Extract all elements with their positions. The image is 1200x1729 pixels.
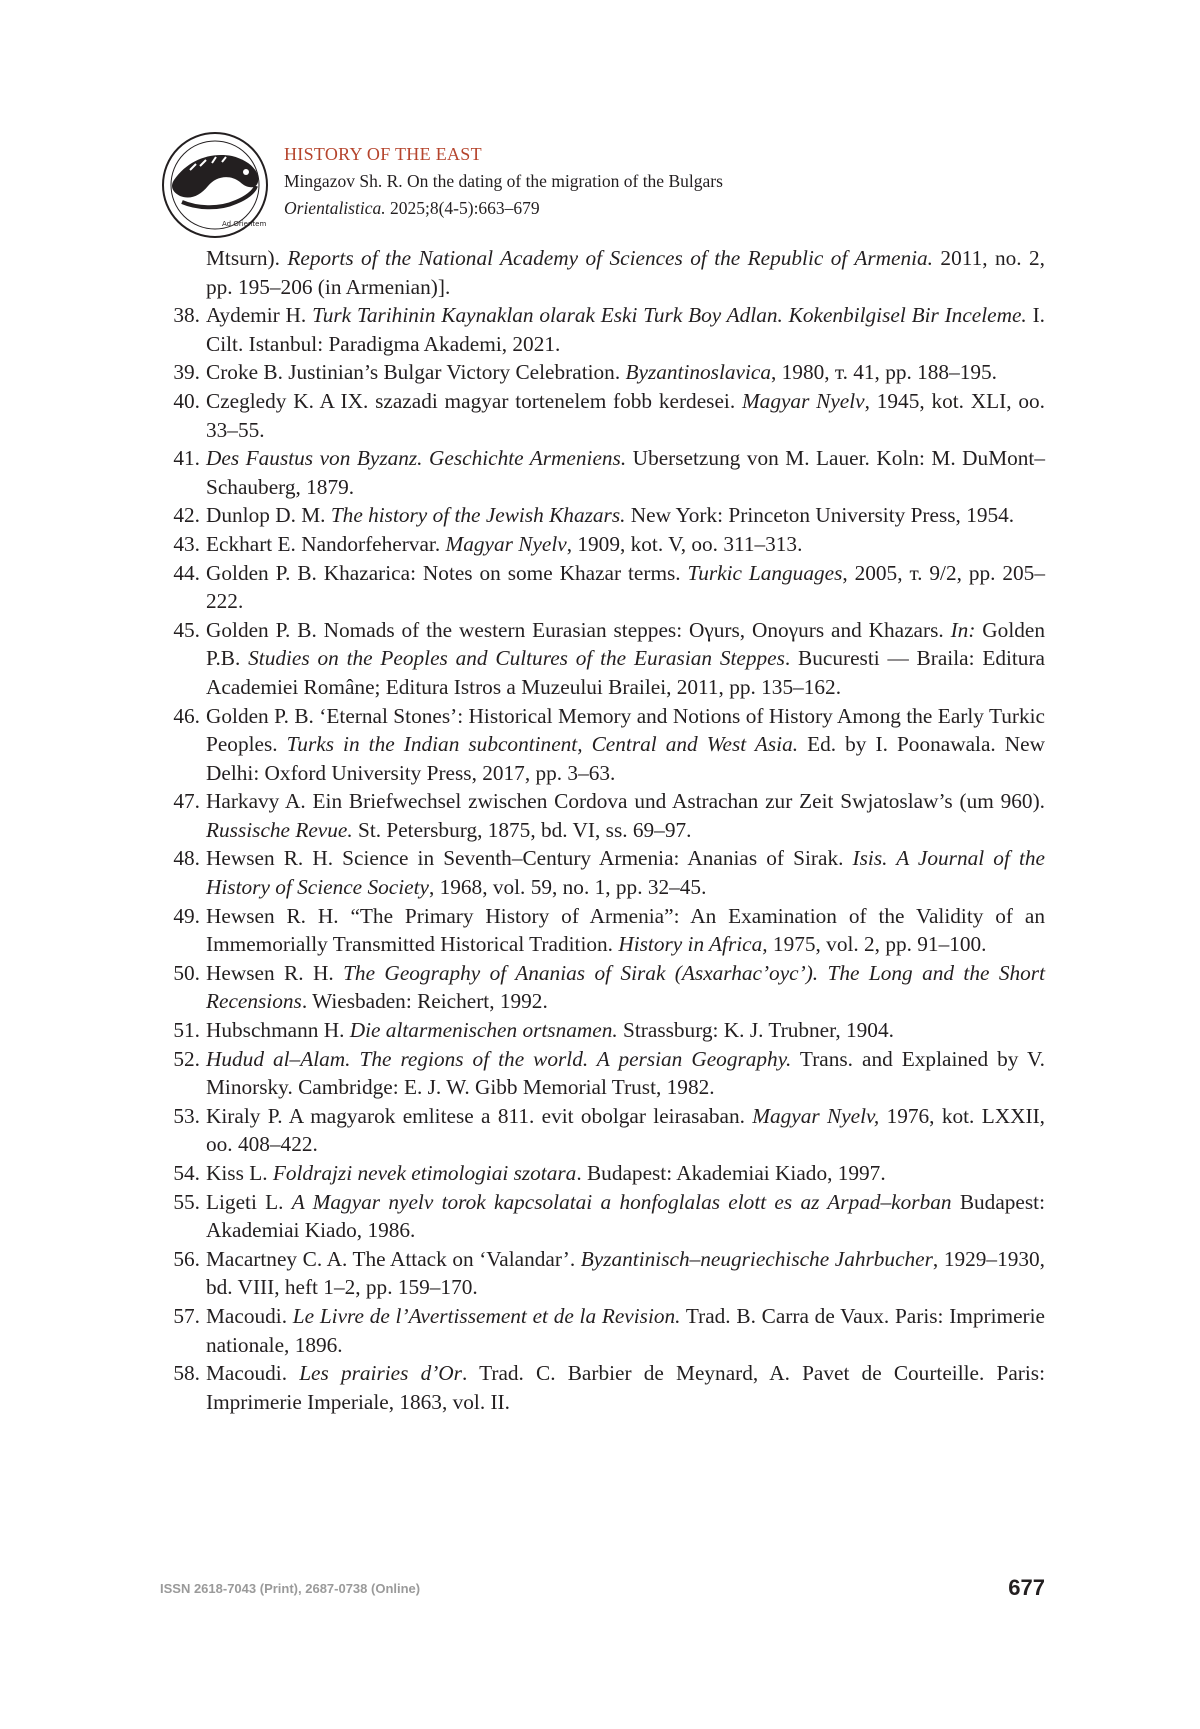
reference-number: 38.: [173, 303, 200, 328]
reference-item: [160, 530, 1045, 559]
reference-item: [160, 616, 1045, 702]
citation-line: [284, 198, 723, 219]
reference-text: Eckhart E. Nandorfehervar.: [206, 531, 446, 556]
journal-logo-icon: [160, 130, 270, 240]
reference-italic-text: Die altarmenischen ortsnamen.: [349, 1018, 618, 1043]
reference-text: Budapest: Akademiai Kiado, 1986.: [206, 1189, 1045, 1243]
reference-text: Ed. by I. Poonawala. New Delhi: Oxford University Press, 2017, pp. 3–63.: [206, 732, 1045, 785]
reference-text: Ubersetzung von M. Lauer. Koln: M. DuMont–Schauberg, 1879.: [206, 446, 1045, 499]
reference-number: 55.: [173, 1189, 200, 1214]
reference-item: [160, 1045, 1045, 1102]
page-footer: [160, 1575, 1045, 1605]
reference-text: . Trad. C. Barbier de Meynard, A. Pavet de Courteille. Paris: Imprimerie Imperiale, 1863, vol. II.: [206, 1361, 1045, 1414]
reference-text: Croke B. Justinian’s Bulgar Victory Celebration.: [206, 360, 626, 385]
reference-text: Golden P. B. Nomads of the western Eurasian steppes: Oγurs, Onoγurs and Khazars.: [206, 617, 951, 642]
reference-text: New York: Princeton University Press, 1954.: [625, 503, 1015, 528]
page-header: [160, 130, 1060, 240]
reference-item: [160, 387, 1045, 444]
reference-italic-text: Magyar Nyelv: [741, 388, 865, 413]
reference-text: Trad. B. Carra de Vaux. Paris: Imprimerie nationale, 1896.: [206, 1303, 1045, 1357]
reference-text: Ligeti L.: [206, 1189, 292, 1214]
logo-text: Ad Orientem: [222, 220, 267, 228]
reference-italic-text: Studies on the Peoples and Cultures of the Eurasian Steppes: [248, 646, 785, 671]
reference-number: 51.: [173, 1018, 200, 1043]
reference-italic-text: Turks in the Indian subcontinent, Central and West Asia.: [286, 732, 799, 757]
reference-text: Aydemir H.: [206, 303, 313, 328]
reference-item: [160, 959, 1045, 1016]
reference-italic-text: Hudud al–Alam. The regions of the world. A persian Geography.: [206, 1046, 792, 1071]
reference-text: Macoudi.: [206, 1361, 300, 1386]
reference-italic-text: A Magyar nyelv torok kapcsolatai a honfoglalas elott es az Arpad–korban: [291, 1189, 952, 1214]
reference-item: [160, 1359, 1045, 1416]
reference-italic-text: Le Livre de l’Avertissement et de la Revision.: [292, 1303, 681, 1328]
reference-italic-text: In:: [950, 617, 976, 642]
reference-text: Hewsen R. H. Science in Seventh–Century Armenia: Ananias of Sirak.: [206, 846, 853, 871]
reference-number: 48.: [173, 846, 200, 871]
reference-italic-text: History in Africa,: [618, 932, 768, 957]
reference-number: 46.: [173, 703, 200, 728]
reference-text: 1976, kot. LXXII, oo. 408–422.: [206, 1103, 1045, 1157]
reference-number: 43.: [173, 531, 200, 556]
reference-text: Czegledy K. A IX. szazadi magyar tortenelem fobb kerdesei.: [206, 388, 742, 413]
reference-item: [160, 1016, 1045, 1045]
reference-list: [160, 244, 1045, 1416]
reference-item: [160, 1302, 1045, 1359]
reference-text: Golden P. B. Khazarica: Notes on some Khazar terms.: [206, 560, 688, 585]
reference-number: 41.: [173, 446, 200, 471]
reference-item: [160, 244, 1045, 301]
reference-italic-text: Magyar Nyelv: [445, 531, 567, 556]
reference-text: . Wiesbaden: Reichert, 1992.: [301, 989, 548, 1014]
reference-number: 53.: [173, 1103, 200, 1128]
reference-italic-text: Reports of the National Academy of Sciences of the Republic of Armenia.: [287, 246, 934, 270]
running-article-title: Mingazov Sh. R. On the dating of the migration of the Bulgars: [284, 171, 723, 191]
reference-item: [160, 559, 1045, 616]
reference-number: 58.: [173, 1361, 200, 1386]
reference-italic-text: Turkic Languages: [687, 560, 843, 585]
reference-italic-text: Magyar Nyelv,: [752, 1103, 880, 1128]
issn-line: ISSN 2618-7043 (Print), 2687-0738 (Online): [160, 1581, 421, 1596]
reference-text: , 1980, т. 41, pp. 188–195.: [771, 360, 997, 385]
reference-text: Kiraly P. A magyarok emlitese a 811. evit obolgar leirasaban.: [206, 1103, 753, 1128]
reference-text: . Budapest: Akademiai Kiado, 1997.: [576, 1161, 886, 1185]
reference-text: 1975, vol. 2, pp. 91–100.: [767, 932, 987, 957]
reference-italic-text: Byzantinisch–neugriechische Jahrbucher: [580, 1246, 933, 1271]
reference-text: Hubschmann H.: [206, 1018, 350, 1043]
reference-italic-text: Isis. A Journal of the History of Science Society: [206, 846, 1045, 900]
reference-text: Hewsen R. H. “The Primary History of Armenia”: An Examination of the Validity of an Immemorially Transmitted Historical Tradition.: [206, 903, 1045, 957]
reference-text: , 1909, kot. V, oo. 311–313.: [566, 531, 803, 556]
reference-item: [160, 902, 1045, 959]
reference-item: [160, 1159, 1045, 1188]
reference-text: , 1968, vol. 59, no. 1, pp. 32–45.: [428, 875, 707, 900]
reference-number: 56.: [173, 1246, 200, 1271]
citation-details: 2025;8(4-5):663–679: [385, 198, 540, 218]
reference-text: , 2005, т. 9/2, pp. 205–222.: [206, 560, 1045, 614]
reference-number: 45.: [173, 617, 200, 642]
reference-text: , 1945, kot. XLI, oo. 33–55.: [206, 388, 1045, 442]
header-text: [284, 144, 723, 219]
reference-italic-text: The history of the Jewish Khazars.: [330, 503, 626, 528]
reference-italic-text: Les prairies d’Or: [299, 1361, 462, 1386]
reference-italic-text: Byzantinoslavica: [625, 360, 771, 385]
reference-text: Dunlop D. M.: [206, 503, 331, 528]
citation-journal: Orientalistica.: [284, 198, 386, 218]
page-number: 677: [1008, 1575, 1045, 1600]
reference-number: 57.: [173, 1303, 200, 1328]
reference-number: 54.: [173, 1161, 200, 1185]
reference-number: 49.: [173, 903, 200, 928]
reference-number: 50.: [173, 960, 200, 985]
reference-text: St. Petersburg, 1875, bd. VI, ss. 69–97.: [352, 817, 692, 842]
reference-number: 39.: [173, 360, 200, 385]
reference-text: Mtsurn).: [206, 246, 288, 270]
reference-text: Harkavy A. Ein Briefwechsel zwischen Cordova und Astrachan zur Zeit Swjatoslaw’s (um 960).: [206, 789, 1045, 814]
reference-number: 40.: [173, 388, 200, 413]
reference-italic-text: Des Faustus von Byzanz. Geschichte Armeniens.: [206, 446, 627, 471]
reference-text: Golden P. B. ‘Eternal Stones’: Historical Memory and Notions of History Among the Early Turkic Peoples.: [206, 703, 1045, 757]
reference-number: 44.: [173, 560, 200, 585]
reference-text: . Bucuresti — Braila: Editura Academiei Române; Editura Istros a Muzeului Brailei, 2011, pp. 135–162.: [206, 646, 1046, 699]
reference-item: [160, 444, 1045, 501]
reference-italic-text: Foldrajzi nevek etimologiai szotara: [272, 1161, 577, 1185]
reference-text: , 1929–1930, bd. VIII, heft 1–2, pp. 159–170.: [206, 1246, 1045, 1300]
reference-item: [160, 787, 1045, 844]
reference-text: Kiss L.: [206, 1161, 273, 1185]
reference-item: [160, 702, 1045, 788]
reference-number: 42.: [173, 503, 200, 528]
reference-text: I. Cilt. Istanbul: Paradigma Akademi, 2021.: [206, 303, 1045, 356]
reference-text: Macartney C. A. The Attack on ‘Valandar’.: [206, 1246, 581, 1271]
reference-item: [160, 1102, 1045, 1159]
reference-text: Strassburg: K. J. Trubner, 1904.: [617, 1018, 894, 1043]
reference-text: Hewsen R. H.: [206, 960, 344, 985]
reference-italic-text: The Geography of Ananias of Sirak (Asxarhac’oyc’). The Long and the Short Recensions: [206, 960, 1046, 1014]
reference-number: 47.: [173, 789, 200, 814]
reference-italic-text: Turk Tarihinin Kaynaklan olarak Eski Turk Boy Adlan. Kokenbilgisel Bir Inceleme.: [312, 303, 1027, 328]
reference-italic-text: Russische Revue.: [206, 817, 353, 842]
reference-item: [160, 501, 1045, 530]
reference-item: [160, 1245, 1045, 1302]
reference-text: 2011, no. 2, pp. 195–206 (in Armenian)].: [206, 246, 1045, 299]
reference-item: [160, 1188, 1045, 1245]
reference-text: Macoudi.: [206, 1303, 293, 1328]
reference-item: [160, 301, 1045, 358]
reference-item: [160, 358, 1045, 387]
journal-section-title: HISTORY OF THE EAST: [284, 144, 482, 164]
reference-text: Trans. and Explained by V. Minorsky. Cambridge: E. J. W. Gibb Memorial Trust, 1982.: [206, 1046, 1046, 1100]
reference-item: [160, 844, 1045, 901]
reference-number: 52.: [173, 1046, 200, 1071]
reference-text: Golden P.B.: [206, 617, 1045, 671]
